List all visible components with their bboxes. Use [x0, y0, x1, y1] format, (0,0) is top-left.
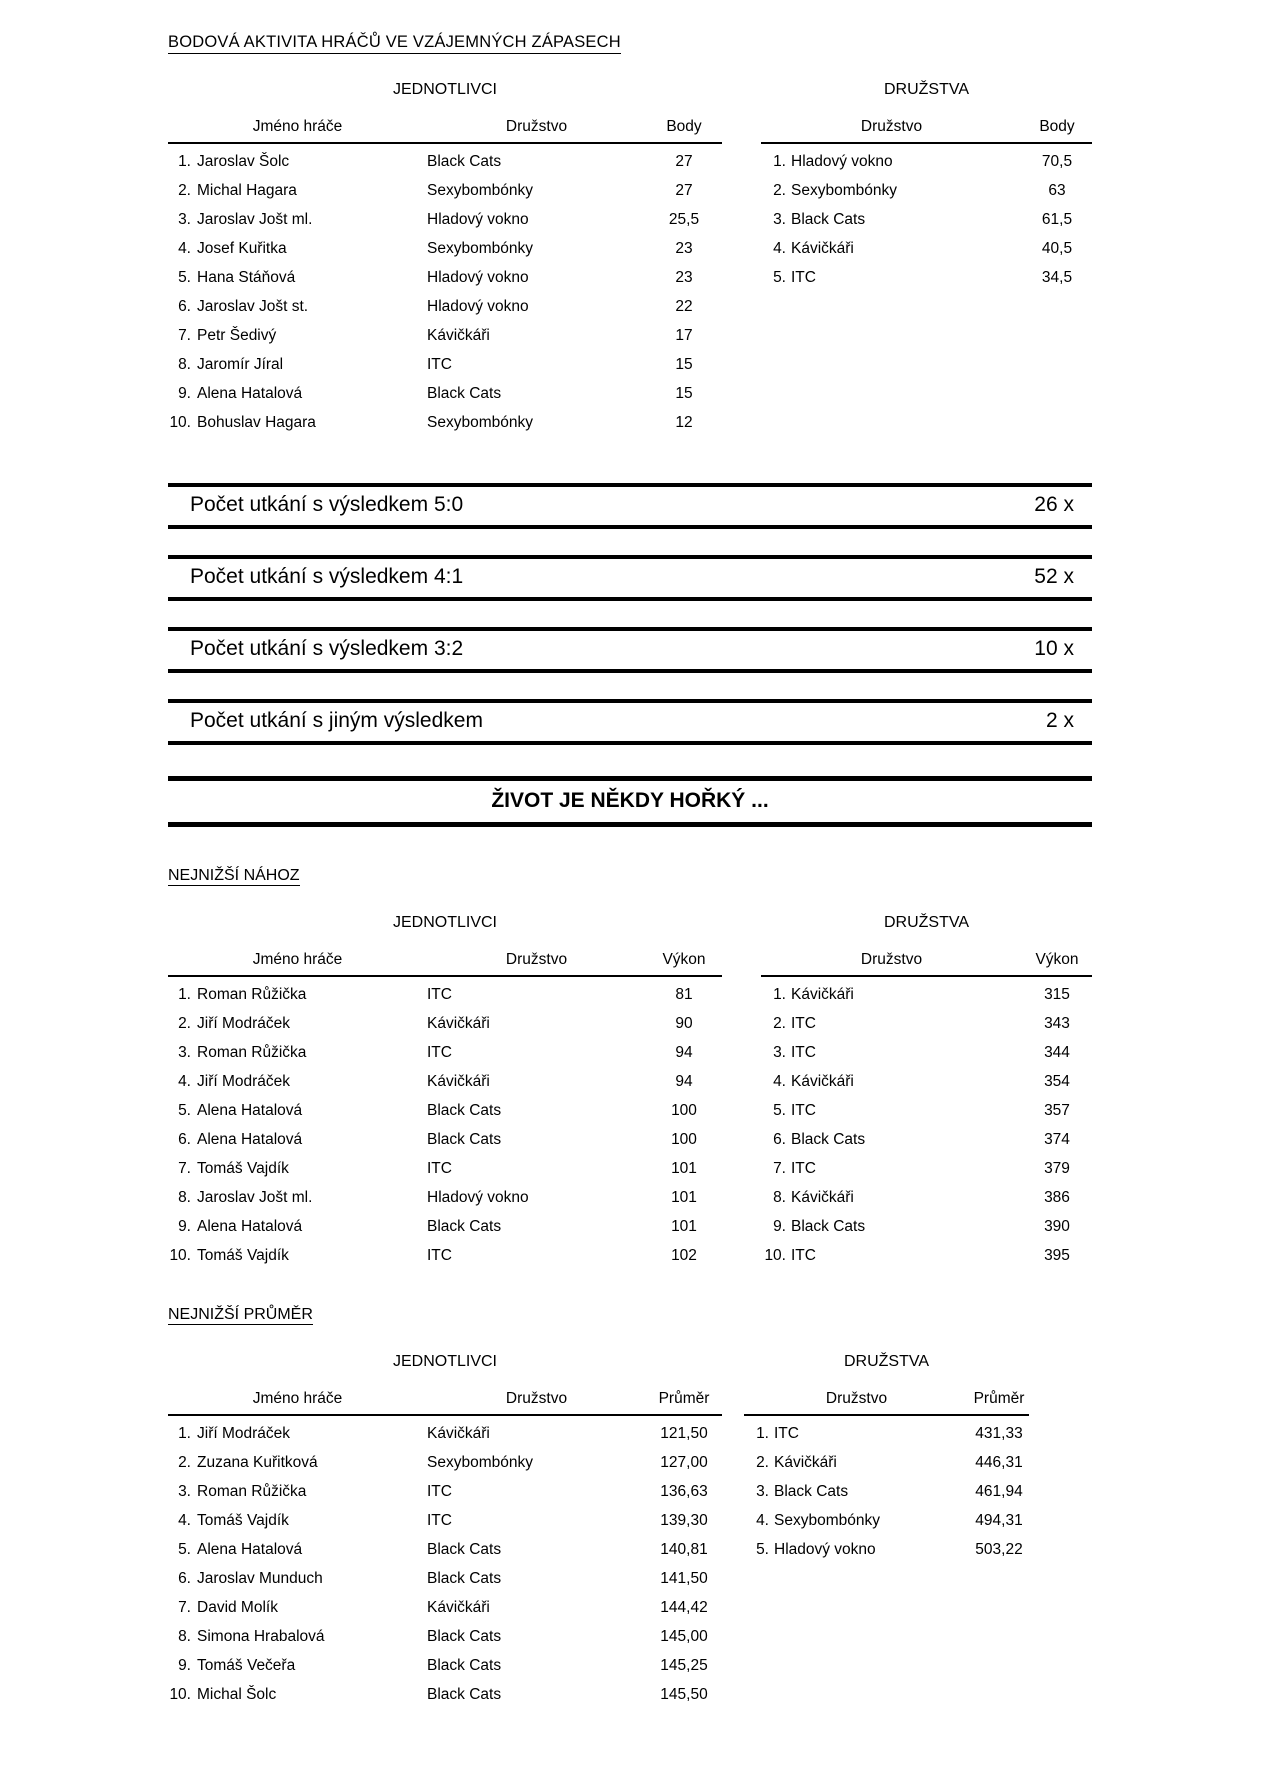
value: 100 — [671, 1101, 697, 1119]
table-row — [761, 1212, 1092, 1241]
stat-bar — [168, 699, 1092, 745]
team-name: Sexybombónky — [427, 239, 533, 257]
rank: 2. — [178, 181, 191, 199]
score-teams-table — [761, 52, 1092, 292]
document-content — [168, 0, 1092, 1709]
table-row — [168, 1448, 722, 1477]
value: 15 — [675, 355, 693, 373]
rank: 3. — [773, 1043, 786, 1061]
table-row — [168, 1419, 722, 1448]
value: 390 — [1044, 1217, 1070, 1235]
rank: 7. — [178, 1598, 191, 1616]
team-name: Sexybombónky — [427, 181, 533, 199]
value: 357 — [1044, 1101, 1070, 1119]
player-name: Jiří Modráček — [197, 1424, 291, 1442]
rank: 5. — [178, 1101, 191, 1119]
value: 23 — [675, 239, 693, 257]
rank: 1. — [773, 985, 786, 1003]
player-name: Hana Stáňová — [197, 268, 296, 286]
team-name: Hladový vokno — [427, 210, 529, 228]
player-name: Zuzana Kuřitková — [197, 1453, 318, 1471]
table-row — [761, 1241, 1092, 1270]
nahoz-teams-table — [761, 885, 1092, 1270]
rank: 9. — [773, 1217, 786, 1235]
value: 40,5 — [1041, 239, 1073, 257]
rank: 5. — [178, 1540, 191, 1558]
team-name: Black Cats — [427, 1685, 502, 1703]
rank: 3. — [773, 210, 786, 228]
team-name: Black Cats — [791, 210, 866, 228]
team-name: Black Cats — [427, 1627, 502, 1645]
table-row — [168, 176, 722, 205]
value: 70,5 — [1041, 152, 1073, 170]
team-name: ITC — [791, 1101, 816, 1119]
value: 139,30 — [660, 1511, 708, 1529]
table-row — [761, 1183, 1092, 1212]
table-row — [168, 1096, 722, 1125]
rank: 3. — [756, 1482, 769, 1500]
team-name: ITC — [427, 1246, 452, 1264]
team-name: Black Cats — [427, 1101, 502, 1119]
rank: 1. — [178, 152, 191, 170]
value: 374 — [1044, 1130, 1070, 1148]
team-name: Black Cats — [427, 1130, 502, 1148]
stat-bar-label: Počet utkání s výsledkem 3:2 — [190, 637, 464, 660]
value: 446,31 — [975, 1453, 1023, 1471]
table-row — [168, 350, 722, 379]
column-header-name: Jméno hráče — [252, 118, 343, 135]
value: 145,50 — [660, 1685, 708, 1703]
team-name: Kávičkáři — [427, 1424, 490, 1442]
table-title-teams: DRUŽSTVA — [883, 914, 970, 931]
table-row — [168, 1564, 722, 1593]
table-row — [168, 1038, 722, 1067]
team-name: ITC — [427, 1159, 452, 1177]
score-individuals-table — [168, 52, 722, 437]
result-count-bars — [168, 483, 1092, 745]
player-name: Alena Hatalová — [197, 1540, 303, 1558]
column-header-row — [168, 951, 722, 977]
column-header-row — [761, 118, 1092, 144]
value: 27 — [675, 152, 693, 170]
table-rows — [744, 1419, 1029, 1564]
player-name: Michal Hagara — [197, 181, 297, 199]
value: 100 — [671, 1130, 697, 1148]
rank: 4. — [178, 1072, 191, 1090]
team-name: ITC — [427, 355, 452, 373]
table-row — [168, 379, 722, 408]
table-row — [168, 147, 722, 176]
section-banner-text: ŽIVOT JE NĚKDY HOŘKÝ ... — [491, 789, 769, 812]
table-title-individuals: JEDNOTLIVCI — [392, 914, 497, 931]
team-name: Hladový vokno — [791, 152, 893, 170]
team-name: ITC — [791, 1043, 816, 1061]
column-header-team: Družstvo — [860, 118, 923, 135]
table-row — [761, 980, 1092, 1009]
rank: 4. — [773, 239, 786, 257]
value: 354 — [1044, 1072, 1070, 1090]
player-name: Tomáš Vajdík — [197, 1246, 289, 1264]
nahoz-individuals-table — [168, 885, 722, 1270]
table-title-individuals: JEDNOTLIVCI — [392, 81, 497, 98]
value: 61,5 — [1041, 210, 1073, 228]
team-name: ITC — [791, 268, 816, 286]
rank: 6. — [773, 1130, 786, 1148]
player-name: Jaroslav Jošt st. — [197, 297, 309, 315]
column-header-row — [761, 951, 1092, 977]
column-header-value: Výkon — [662, 951, 706, 968]
table-row — [761, 1096, 1092, 1125]
table-row — [168, 263, 722, 292]
rank: 5. — [178, 268, 191, 286]
player-name: Alena Hatalová — [197, 384, 303, 402]
team-name: Kávičkáři — [427, 326, 490, 344]
table-row — [168, 1680, 722, 1709]
table-row — [168, 1241, 722, 1270]
rank: 6. — [178, 1130, 191, 1148]
value: 141,50 — [660, 1569, 708, 1587]
column-header-name: Jméno hráče — [252, 951, 343, 968]
column-header-value: Průměr — [973, 1390, 1025, 1407]
player-name: Simona Hrabalová — [197, 1627, 325, 1645]
team-name: ITC — [427, 1511, 452, 1529]
rank: 7. — [773, 1159, 786, 1177]
table-row — [744, 1477, 1029, 1506]
value: 136,63 — [660, 1482, 708, 1500]
team-name: Hladový vokno — [427, 268, 529, 286]
player-name: Roman Růžička — [197, 985, 307, 1003]
value: 27 — [675, 181, 693, 199]
rank: 3. — [178, 210, 191, 228]
team-name: ITC — [427, 985, 452, 1003]
value: 145,00 — [660, 1627, 708, 1645]
rank: 4. — [178, 239, 191, 257]
table-row — [168, 1535, 722, 1564]
page-title-text: BODOVÁ AKTIVITA HRÁČŮ VE VZÁJEMNÝCH ZÁPASECH — [168, 33, 621, 54]
table-title-individuals: JEDNOTLIVCI — [392, 1353, 497, 1370]
heading-prumer — [168, 1306, 1092, 1324]
column-header-value: Průměr — [658, 1390, 710, 1407]
table-row — [168, 408, 722, 437]
value: 12 — [675, 413, 693, 431]
table-row — [168, 1067, 722, 1096]
heading-nahoz-text: NEJNIŽŠÍ NÁHOZ — [168, 867, 300, 884]
column-header-row — [744, 1390, 1029, 1416]
table-row — [761, 1038, 1092, 1067]
team-name: Kávičkáři — [791, 1188, 854, 1206]
heading-prumer-text: NEJNIŽŠÍ PRŮMĚR — [168, 1306, 313, 1323]
value: 395 — [1044, 1246, 1070, 1264]
column-header-value: Body — [666, 118, 702, 135]
rank: 7. — [178, 1159, 191, 1177]
table-row — [761, 176, 1092, 205]
value: 386 — [1044, 1188, 1070, 1206]
table-row — [168, 980, 722, 1009]
value: 81 — [675, 985, 693, 1003]
player-name: Alena Hatalová — [197, 1217, 303, 1235]
page-title — [168, 0, 1092, 52]
team-name: Kávičkáři — [774, 1453, 837, 1471]
player-name: Jaroslav Jošt ml. — [197, 210, 313, 228]
rank: 10. — [169, 1685, 191, 1703]
table-row — [761, 1067, 1092, 1096]
rank: 3. — [178, 1043, 191, 1061]
rank: 2. — [756, 1453, 769, 1471]
value: 343 — [1044, 1014, 1070, 1032]
column-header-team: Družstvo — [505, 951, 568, 968]
team-name: Black Cats — [427, 1569, 502, 1587]
column-header-value: Výkon — [1035, 951, 1079, 968]
section-banner — [168, 776, 1092, 827]
rank: 9. — [178, 1656, 191, 1674]
rank: 4. — [756, 1511, 769, 1529]
rank: 1. — [756, 1424, 769, 1442]
table-rows — [761, 147, 1092, 292]
rank: 1. — [773, 152, 786, 170]
player-name: Jaroslav Munduch — [197, 1569, 323, 1587]
value: 461,94 — [975, 1482, 1023, 1500]
table-row — [761, 147, 1092, 176]
table-row — [168, 1183, 722, 1212]
stat-bar — [168, 483, 1092, 529]
value: 379 — [1044, 1159, 1070, 1177]
team-name: Sexybombónky — [791, 181, 897, 199]
prumer-tables — [168, 1324, 1092, 1709]
team-name: Black Cats — [791, 1130, 866, 1148]
value: 127,00 — [660, 1453, 708, 1471]
team-name: Kávičkáři — [427, 1072, 490, 1090]
table-rows — [168, 1419, 722, 1709]
value: 90 — [675, 1014, 693, 1032]
rank: 10. — [169, 413, 191, 431]
stat-bar — [168, 627, 1092, 673]
player-name: Tomáš Vajdík — [197, 1511, 289, 1529]
table-row — [761, 234, 1092, 263]
value: 94 — [675, 1072, 693, 1090]
player-name: Alena Hatalová — [197, 1130, 303, 1148]
team-name: Black Cats — [427, 1217, 502, 1235]
column-header-team: Družstvo — [860, 951, 923, 968]
team-name: Sexybombónky — [427, 1453, 533, 1471]
team-name: Black Cats — [791, 1217, 866, 1235]
rank: 8. — [178, 1627, 191, 1645]
value: 23 — [675, 268, 693, 286]
team-name: Kávičkáři — [427, 1014, 490, 1032]
value: 63 — [1048, 181, 1066, 199]
team-name: Sexybombónky — [427, 413, 533, 431]
score-tables — [168, 52, 1092, 437]
table-row — [168, 1154, 722, 1183]
column-header-name: Jméno hráče — [252, 1390, 343, 1407]
player-name: Tomáš Vajdík — [197, 1159, 289, 1177]
team-name: Black Cats — [427, 384, 502, 402]
team-name: Black Cats — [774, 1482, 849, 1500]
player-name: Jaroslav Jošt ml. — [197, 1188, 313, 1206]
player-name: Josef Kuřitka — [197, 239, 287, 257]
rank: 2. — [773, 181, 786, 199]
stat-bar-value: 26 x — [1034, 493, 1074, 516]
value: 315 — [1044, 985, 1070, 1003]
table-row — [168, 1212, 722, 1241]
stat-bar-label: Počet utkání s jiným výsledkem — [190, 709, 483, 732]
value: 15 — [675, 384, 693, 402]
rank: 10. — [169, 1246, 191, 1264]
stat-bar-label: Počet utkání s výsledkem 5:0 — [190, 493, 464, 516]
rank: 2. — [773, 1014, 786, 1032]
table-row — [168, 1622, 722, 1651]
team-name: Black Cats — [427, 152, 502, 170]
table-title-teams: DRUŽSTVA — [883, 81, 970, 98]
heading-nahoz — [168, 867, 1092, 885]
player-name: Jiří Modráček — [197, 1072, 291, 1090]
stat-bar — [168, 555, 1092, 601]
column-header-team: Družstvo — [505, 118, 568, 135]
player-name: Jiří Modráček — [197, 1014, 291, 1032]
value: 144,42 — [660, 1598, 708, 1616]
value: 102 — [671, 1246, 697, 1264]
team-name: ITC — [791, 1246, 816, 1264]
rank: 4. — [178, 1511, 191, 1529]
player-name: Petr Šedivý — [197, 326, 277, 344]
rank: 9. — [178, 1217, 191, 1235]
table-row — [168, 1651, 722, 1680]
table-row — [744, 1448, 1029, 1477]
team-name: Kávičkáři — [791, 985, 854, 1003]
rank: 1. — [178, 1424, 191, 1442]
value: 145,25 — [660, 1656, 708, 1674]
stat-bar-value: 52 x — [1034, 565, 1074, 588]
table-row — [761, 1009, 1092, 1038]
team-name: ITC — [774, 1424, 799, 1442]
table-row — [761, 1125, 1092, 1154]
value: 431,33 — [975, 1424, 1023, 1442]
value: 121,50 — [660, 1424, 708, 1442]
column-header-value: Body — [1039, 118, 1075, 135]
rank: 7. — [178, 326, 191, 344]
team-name: Hladový vokno — [774, 1540, 876, 1558]
rank: 4. — [773, 1072, 786, 1090]
table-row — [168, 1477, 722, 1506]
value: 22 — [675, 297, 693, 315]
column-header-row — [168, 118, 722, 144]
table-row — [168, 292, 722, 321]
value: 101 — [671, 1188, 697, 1206]
table-row — [744, 1535, 1029, 1564]
table-row — [744, 1419, 1029, 1448]
player-name: Jaroslav Šolc — [197, 152, 290, 170]
rank: 8. — [773, 1188, 786, 1206]
rank: 8. — [178, 355, 191, 373]
table-row — [744, 1506, 1029, 1535]
player-name: Michal Šolc — [197, 1685, 277, 1703]
rank: 1. — [178, 985, 191, 1003]
value: 140,81 — [660, 1540, 708, 1558]
value: 94 — [675, 1043, 693, 1061]
player-name: Bohuslav Hagara — [197, 413, 316, 431]
player-name: Roman Růžička — [197, 1043, 307, 1061]
rank: 5. — [756, 1540, 769, 1558]
team-name: ITC — [427, 1043, 452, 1061]
table-row — [168, 1593, 722, 1622]
rank: 6. — [178, 1569, 191, 1587]
value: 101 — [671, 1217, 697, 1235]
column-header-team: Družstvo — [825, 1390, 888, 1407]
table-row — [761, 1154, 1092, 1183]
table-row — [761, 263, 1092, 292]
value: 17 — [675, 326, 693, 344]
team-name: Kávičkáři — [791, 239, 854, 257]
value: 25,5 — [668, 210, 700, 228]
column-header-team: Družstvo — [505, 1390, 568, 1407]
prumer-individuals-table — [168, 1324, 722, 1709]
player-name: Tomáš Večeřa — [197, 1656, 296, 1674]
prumer-teams-table — [744, 1324, 1029, 1564]
team-name: Hladový vokno — [427, 297, 529, 315]
table-row — [168, 1506, 722, 1535]
table-row — [168, 1009, 722, 1038]
team-name: ITC — [427, 1482, 452, 1500]
rank: 6. — [178, 297, 191, 315]
table-row — [168, 205, 722, 234]
nahoz-tables — [168, 885, 1092, 1270]
rank: 2. — [178, 1453, 191, 1471]
table-row — [168, 234, 722, 263]
value: 344 — [1044, 1043, 1070, 1061]
rank: 9. — [178, 384, 191, 402]
table-rows — [168, 147, 722, 437]
table-rows — [761, 980, 1092, 1270]
stat-bar-label: Počet utkání s výsledkem 4:1 — [190, 565, 464, 588]
team-name: Sexybombónky — [774, 1511, 880, 1529]
player-name: David Molík — [197, 1598, 278, 1616]
value: 101 — [671, 1159, 697, 1177]
value: 503,22 — [975, 1540, 1023, 1558]
table-row — [168, 321, 722, 350]
table-title-teams: DRUŽSTVA — [843, 1353, 930, 1370]
rank: 5. — [773, 1101, 786, 1119]
team-name: Black Cats — [427, 1540, 502, 1558]
team-name: Hladový vokno — [427, 1188, 529, 1206]
table-row — [168, 1125, 722, 1154]
stat-bar-value: 2 x — [1045, 709, 1074, 732]
value: 34,5 — [1041, 268, 1073, 286]
rank: 10. — [764, 1246, 786, 1264]
rank: 3. — [178, 1482, 191, 1500]
rank: 8. — [178, 1188, 191, 1206]
team-name: Black Cats — [427, 1656, 502, 1674]
stat-bar-value: 10 x — [1034, 637, 1074, 660]
player-name: Alena Hatalová — [197, 1101, 303, 1119]
team-name: Kávičkáři — [791, 1072, 854, 1090]
table-rows — [168, 980, 722, 1270]
rank: 2. — [178, 1014, 191, 1032]
team-name: ITC — [791, 1159, 816, 1177]
table-row — [761, 205, 1092, 234]
rank: 5. — [773, 268, 786, 286]
player-name: Jaromír Jíral — [197, 355, 284, 373]
value: 494,31 — [975, 1511, 1023, 1529]
team-name: Kávičkáři — [427, 1598, 490, 1616]
team-name: ITC — [791, 1014, 816, 1032]
column-header-row — [168, 1390, 722, 1416]
player-name: Roman Růžička — [197, 1482, 307, 1500]
